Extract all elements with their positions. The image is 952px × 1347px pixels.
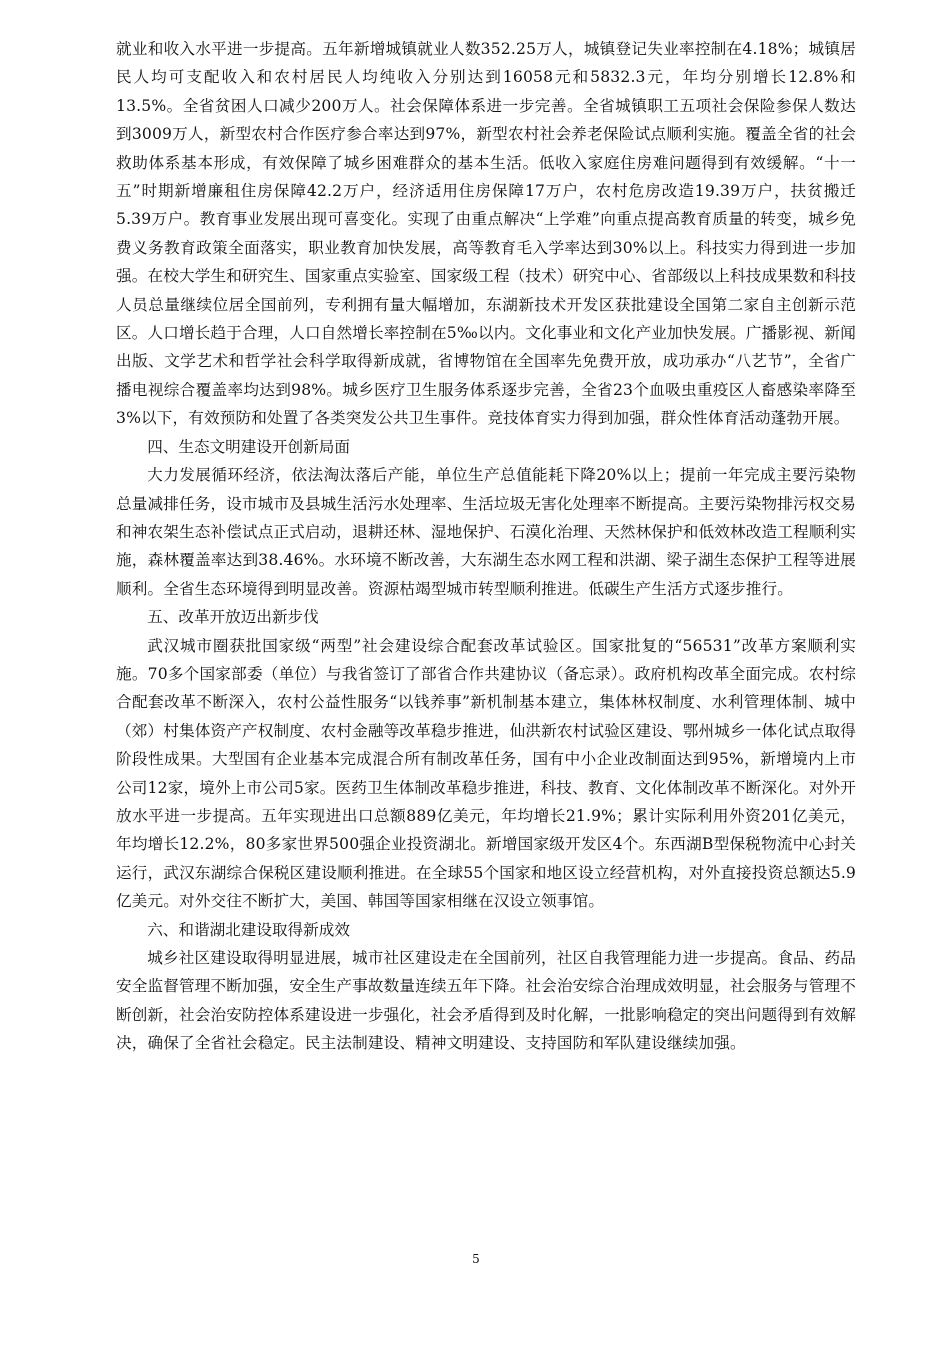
- paragraph-employment-income: 就业和收入水平进一步提高。五年新增城镇就业人数352.25万人，城镇登记失业率控制在4.18%；城镇居民人均可支配收入和农村居民人均纯收入分别达到16058元和5832.3元，年均分别增长12.8%和13.5%。全省贫困人口减少200万人。社会保障体系进一步完善。全省城镇职工五项社会保险参保人数达到3009万人，新型农村合作医疗参合率达到97%，新型农村社会养老保险试点顺利实施。覆盖全省的社会救助体系基本形成，有效保障了城乡困难群众的基本生活。低收入家庭住房难问题得到有效缓解。“十一五”时期新增廉租住房保障42.2万户，经济适用住房保障17万户，农村危房改造19.39万户，扶贫搬迁5.39万户。教育事业发展出现可喜变化。实现了由重点解决“上学难”向重点提高教育质量的转变，城乡免费义务教育政策全面落实，职业教育加快发展，高等教育毛入学率达到30%以上。科技实力得到进一步加强。在校大学生和研究生、国家重点实验室、国家级工程（技术）研究中心、省部级以上科技成果数和科技人员总量继续位居全国前列，专利拥有量大幅增加，东湖新技术开发区获批建设全国第二家自主创新示范区。人口增长趋于合理，人口自然增长率控制在5‰以内。文化事业和文化产业加快发展。广播影视、新闻出版、文学艺术和哲学社会科学取得新成就，省博物馆在全国率先免费开放，成功承办“八艺节”，全省广播电视综合覆盖率均达到98%。城乡医疗卫生服务体系逐步完善，全省23个血吸虫重疫区人畜感染率降至3%以下，有效预防和处置了各类突发公共卫生事件。竞技体育实力得到加强，群众性体育活动蓬勃开展。: [116, 40, 856, 428]
- section-heading-ecology: 四、生态文明建设开创新局面: [147, 437, 350, 456]
- section-heading-harmony: 六、和谐湖北建设取得新成效: [147, 920, 350, 939]
- paragraph-ecology: 大力发展循环经济，依法淘汰落后产能，单位生产总值能耗下降20%以上；提前一年完成主要污染物总量减排任务，设市城市及县城生活污水处理率、生活垃圾无害化处理率不断提高。主要污染物排污权交易和神农架生态补偿试点正式启动，退耕还林、湿地保护、石漠化治理、天然林保护和低效林改造工程顺利实施，森林覆盖率达到38.46%。水环境不断改善，大东湖生态水网工程和洪湖、梁子湖生态保护工程等进展顺利。全省生态环境得到明显改善。资源枯竭型城市转型顺利推进。低碳生产生活方式逐步推行。: [116, 466, 856, 598]
- paragraph-harmony: 城乡社区建设取得明显进展，城市社区建设走在全国前列，社区自我管理能力进一步提高。食品、药品安全监督管理不断加强，安全生产事故数量连续五年下降。社会治安综合治理成效明显，社会服务与管理不断创新，社会治安防控体系建设进一步强化，社会矛盾得到及时化解，一批影响稳定的突出问题得到有效解决，确保了全省社会稳定。民主法制建设、精神文明建设、支持国防和军队建设继续加强。: [116, 949, 856, 1053]
- paragraph-reform: 武汉城市圈获批国家级“两型”社会建设综合配套改革试验区。国家批复的“56531”改革方案顺利实施。70多个国家部委（单位）与我省签订了部省合作共建协议（备忘录）。政府机构改革全面完成。农村综合配套改革不断深入，农村公益性服务“以钱养事”新机制基本建立，集体林权制度、水利管理体制、城中（郊）村集体资产产权制度、农村金融等改革稳步推进，仙洪新农村试验区建设、鄂州城乡一体化试点取得阶段性成果。大型国有企业基本完成混合所有制改革任务，国有中小企业改制面达到95%，新增境内上市公司12家，境外上市公司5家。医药卫生体制改革稳步推进，科技、教育、文化体制改革不断深化。对外开放水平进一步提高。五年实现进出口总额889亿美元，年均增长21.9%；累计实际利用外资201亿美元，年均增长12.2%，80多家世界500强企业投资湖北。新增国家级开发区4个。东西湖B型保税物流中心封关运行，武汉东湖综合保税区建设顺利推进。在全球55个国家和地区设立经营机构，对外直接投资总额达5.9亿美元。对外交往不断扩大，美国、韩国等国家相继在汉设立领事馆。: [116, 636, 856, 911]
- section-heading-reform: 五、改革开放迈出新步伐: [147, 608, 319, 627]
- page-number: 5: [472, 1252, 480, 1266]
